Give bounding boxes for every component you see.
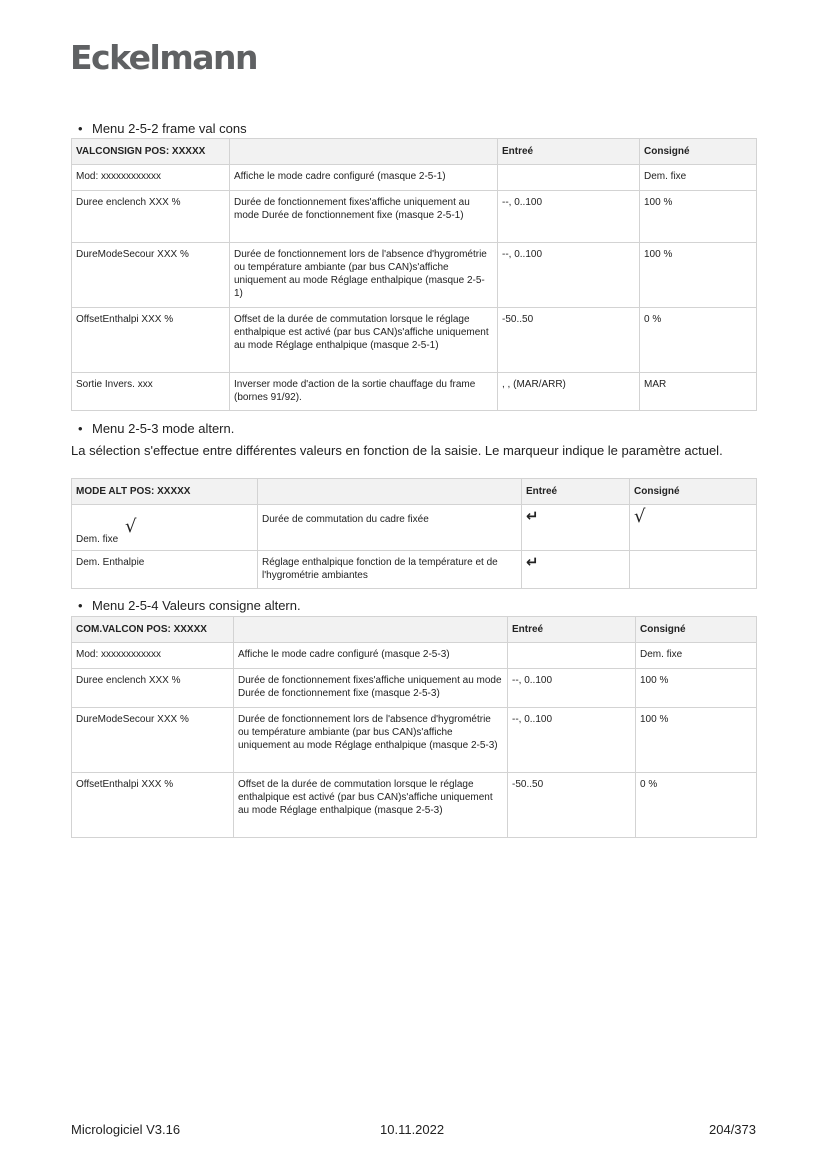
cell-default: 100 % bbox=[640, 191, 757, 243]
table-header-row bbox=[72, 139, 757, 165]
cell-param bbox=[72, 505, 258, 551]
eckelmann-logo: Eckelmann bbox=[70, 38, 257, 77]
header-cell: VALCONSIGN POS: XXXXX bbox=[72, 139, 230, 165]
checkmark-icon: √ bbox=[634, 506, 646, 527]
section-bullet-menu-2-5-3: • Menu 2-5-3 mode altern. bbox=[78, 421, 235, 436]
table-valconsign bbox=[71, 138, 757, 411]
table-com-valcon bbox=[71, 616, 757, 838]
cell-input: -50..50 bbox=[508, 773, 636, 838]
cell-desc: Durée de fonctionnement fixes'affiche uniquement au mode Durée de fonctionnement fixe (masque 2-5-3) bbox=[234, 669, 508, 708]
cell-desc: Durée de fonctionnement lors de l'absence d'hygrométrie ou température ambiante (par bus CAN)s'affiche uniquement au mode Réglage enthalpique (masque 2-5-1) bbox=[230, 243, 498, 308]
header-cell: Entreé bbox=[522, 479, 630, 505]
header-cell: Consigné bbox=[640, 139, 757, 165]
mode-name: Dem. fixe bbox=[76, 534, 119, 545]
cell-default: MAR bbox=[640, 373, 757, 411]
bullet-text: Menu 2-5-3 mode altern. bbox=[92, 421, 235, 436]
checkmark-icon: √ bbox=[125, 516, 137, 537]
cell-default: 100 % bbox=[636, 708, 757, 773]
header-cell: MODE ALT POS: XXXXX bbox=[72, 479, 258, 505]
cell-default: Dem. fixe bbox=[636, 643, 757, 669]
cell-input: --, 0..100 bbox=[498, 191, 640, 243]
cell-param: DureModeSecour XXX % bbox=[72, 708, 234, 773]
footer-date: 10.11.2022 bbox=[380, 1122, 445, 1137]
table-row bbox=[72, 669, 757, 708]
table-row bbox=[72, 243, 757, 308]
cell-default: 100 % bbox=[636, 669, 757, 708]
cell-desc: Durée de fonctionnement lors de l'absence d'hygrométrie ou température ambiante (par bus CAN)s'affiche uniquement au mode Réglage enthalpique (masque 2-5-3) bbox=[234, 708, 508, 773]
cell-desc: Durée de commutation du cadre fixée bbox=[258, 505, 522, 551]
cell-input bbox=[498, 165, 640, 191]
header-cell: Entreé bbox=[498, 139, 640, 165]
cell-param: Mod: xxxxxxxxxxxx bbox=[72, 643, 234, 669]
table-row bbox=[72, 165, 757, 191]
cell-input: , , (MAR/ARR) bbox=[498, 373, 640, 411]
cell-param: OffsetEnthalpi XXX % bbox=[72, 773, 234, 838]
cell-param: Duree enclench XXX % bbox=[72, 669, 234, 708]
cell-desc: Durée de fonctionnement fixes'affiche uniquement au mode Durée de fonctionnement fixe (masque 2-5-1) bbox=[230, 191, 498, 243]
cell-default bbox=[630, 505, 757, 551]
cell-param: Duree enclench XXX % bbox=[72, 191, 230, 243]
cell-desc: Offset de la durée de commutation lorsque le réglage enthalpique est activé (par bus CAN)s'affiche uniquement au mode Réglage enthalpique (masque 2-5-1) bbox=[230, 308, 498, 373]
cell-input bbox=[522, 505, 630, 551]
cell-desc: Inverser mode d'action de la sortie chauffage du frame (bornes 91/92). bbox=[230, 373, 498, 411]
cell-input bbox=[508, 643, 636, 669]
table-header-row bbox=[72, 479, 757, 505]
header-cell: Consigné bbox=[630, 479, 757, 505]
bullet-text: Menu 2-5-4 Valeurs consigne altern. bbox=[92, 598, 301, 613]
section-bullet-menu-2-5-2: • Menu 2-5-2 frame val cons bbox=[78, 121, 247, 136]
section-bullet-menu-2-5-4: • Menu 2-5-4 Valeurs consigne altern. bbox=[78, 598, 301, 613]
cell-default: 0 % bbox=[640, 308, 757, 373]
cell-param: Dem. Enthalpie bbox=[72, 551, 258, 589]
table-row bbox=[72, 191, 757, 243]
table-header-row bbox=[72, 617, 757, 643]
enter-key-icon: ↵ bbox=[526, 507, 539, 525]
cell-default: 100 % bbox=[640, 243, 757, 308]
table-row bbox=[72, 505, 757, 551]
cell-input: --, 0..100 bbox=[508, 708, 636, 773]
enter-key-icon: ↵ bbox=[526, 553, 539, 571]
intro-paragraph: La sélection s'effectue entre différentes valeurs en fonction de la saisie. Le marqueur indique le paramètre actuel. bbox=[71, 443, 723, 458]
table-mode-alt bbox=[71, 478, 757, 589]
bullet-text: Menu 2-5-2 frame val cons bbox=[92, 121, 247, 136]
cell-input: --, 0..100 bbox=[508, 669, 636, 708]
header-cell bbox=[234, 617, 508, 643]
cell-input bbox=[522, 551, 630, 589]
table-row bbox=[72, 551, 757, 589]
header-cell: Entreé bbox=[508, 617, 636, 643]
table-row bbox=[72, 373, 757, 411]
cell-desc: Offset de la durée de commutation lorsque le réglage enthalpique est activé (par bus CAN)s'affiche uniquement au mode Réglage enthalpique (masque 2-5-3) bbox=[234, 773, 508, 838]
cell-param: Mod: xxxxxxxxxxxx bbox=[72, 165, 230, 191]
cell-default: Dem. fixe bbox=[640, 165, 757, 191]
table-row bbox=[72, 773, 757, 838]
cell-default: 0 % bbox=[636, 773, 757, 838]
cell-default bbox=[630, 551, 757, 589]
cell-param: OffsetEnthalpi XXX % bbox=[72, 308, 230, 373]
footer-page-number: 204/373 bbox=[709, 1122, 756, 1137]
cell-param: Sortie Invers. xxx bbox=[72, 373, 230, 411]
table-row bbox=[72, 308, 757, 373]
cell-input: -50..50 bbox=[498, 308, 640, 373]
cell-input: --, 0..100 bbox=[498, 243, 640, 308]
header-cell: Consigné bbox=[636, 617, 757, 643]
table-row bbox=[72, 643, 757, 669]
header-cell: COM.VALCON POS: XXXXX bbox=[72, 617, 234, 643]
table-row bbox=[72, 708, 757, 773]
cell-desc: Affiche le mode cadre configuré (masque 2-5-1) bbox=[230, 165, 498, 191]
cell-param: DureModeSecour XXX % bbox=[72, 243, 230, 308]
cell-desc: Affiche le mode cadre configuré (masque 2-5-3) bbox=[234, 643, 508, 669]
header-cell bbox=[258, 479, 522, 505]
header-cell bbox=[230, 139, 498, 165]
footer-firmware-version: Micrologiciel V3.16 bbox=[71, 1122, 181, 1137]
cell-desc: Réglage enthalpique fonction de la température et de l'hygrométrie ambiantes bbox=[258, 551, 522, 589]
